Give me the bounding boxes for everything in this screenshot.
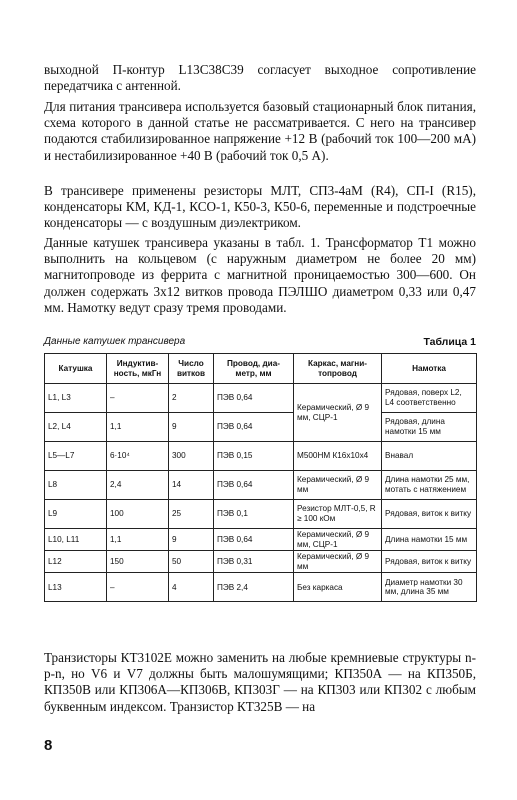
cell-winding: Длина намотки 25 мм, мотать с натяжением bbox=[382, 471, 477, 500]
table-row bbox=[45, 442, 477, 471]
cell-coil: L9 bbox=[45, 500, 107, 529]
page-number: 8 bbox=[44, 737, 53, 754]
cell-winding: Рядовая, поверх L2, L4 соответственно bbox=[382, 384, 477, 413]
coil-data-table bbox=[44, 353, 477, 602]
cell-turns: 25 bbox=[169, 500, 214, 529]
cell-frame: М500НМ К16х10х4 bbox=[294, 442, 382, 471]
paragraph-3: В трансивере применены резисторы МЛТ, СП3-4аМ (R4), СП-I (R15), конденсаторы КМ, КД-1, КСО-1, К50-3, К50-6, переменные и подстроечные конденсаторы — с воздушным диэлектриком. bbox=[44, 183, 476, 231]
cell-wire: ПЭВ 2,4 bbox=[214, 573, 294, 602]
header-turns: Число витков bbox=[169, 354, 214, 384]
cell-inductance: 1,1 bbox=[107, 413, 169, 442]
cell-winding: Рядовая, виток к витку bbox=[382, 551, 477, 573]
cell-turns: 9 bbox=[169, 413, 214, 442]
cell-inductance: 6·10⁴ bbox=[107, 442, 169, 471]
cell-coil: L2, L4 bbox=[45, 413, 107, 442]
paragraph-2: Для питания трансивера используется базовый стационарный блок питания, схема которого в данной статье не рассматривается. С него на трансивер подаются стабилизированное напряжение +12 В (рабочий ток 100—200 мА) и нестабилизированное +40 В (рабочий ток 0,5 А). bbox=[44, 99, 476, 163]
cell-frame-merged: Керамический, Ø 9 мм, СЦР-1 bbox=[294, 384, 382, 442]
paragraph-1: выходной П-контур L13C38C39 согласует выходное сопротивление передатчика с антенной. bbox=[44, 62, 476, 94]
cell-inductance: – bbox=[107, 573, 169, 602]
table-row bbox=[45, 573, 477, 602]
cell-turns: 2 bbox=[169, 384, 214, 413]
cell-coil: L5—L7 bbox=[45, 442, 107, 471]
cell-wire: ПЭВ 0,15 bbox=[214, 442, 294, 471]
cell-turns: 50 bbox=[169, 551, 214, 573]
cell-wire: ПЭВ 0,64 bbox=[214, 384, 294, 413]
cell-inductance: – bbox=[107, 384, 169, 413]
header-coil: Катушка bbox=[45, 354, 107, 384]
cell-frame: Керамический, Ø 9 мм bbox=[294, 471, 382, 500]
cell-winding: Диаметр намотки 30 мм, длина 35 мм bbox=[382, 573, 477, 602]
header-wire: Провод, диа-метр, мм bbox=[214, 354, 294, 384]
table-title: Данные катушек трансивера bbox=[44, 336, 186, 347]
cell-coil: L8 bbox=[45, 471, 107, 500]
cell-coil: L1, L3 bbox=[45, 384, 107, 413]
cell-winding: Длина намотки 15 мм bbox=[382, 529, 477, 551]
header-frame: Каркас, магни-топровод bbox=[294, 354, 382, 384]
cell-winding: Рядовая, длина намотки 15 мм bbox=[382, 413, 477, 442]
cell-wire: ПЭВ 0,64 bbox=[214, 529, 294, 551]
cell-turns: 4 bbox=[169, 573, 214, 602]
table-row bbox=[45, 529, 477, 551]
cell-frame: Резистор МЛТ-0,5, R ≥ 100 кОм bbox=[294, 500, 382, 529]
table-header-row bbox=[45, 354, 477, 384]
cell-inductance: 150 bbox=[107, 551, 169, 573]
table-row bbox=[45, 384, 477, 413]
cell-inductance: 1,1 bbox=[107, 529, 169, 551]
cell-turns: 300 bbox=[169, 442, 214, 471]
cell-wire: ПЭВ 0,31 bbox=[214, 551, 294, 573]
cell-frame: Керамический, Ø 9 мм, СЦР-1 bbox=[294, 529, 382, 551]
cell-frame: Керамический, Ø 9 мм bbox=[294, 551, 382, 573]
table-label: Таблица 1 bbox=[423, 336, 476, 348]
cell-coil: L13 bbox=[45, 573, 107, 602]
cell-coil: L12 bbox=[45, 551, 107, 573]
table-row bbox=[45, 413, 477, 442]
cell-wire: ПЭВ 0,64 bbox=[214, 413, 294, 442]
cell-winding: Внавал bbox=[382, 442, 477, 471]
paragraph-5: Транзисторы КТ3102Е можно заменить на любые кремниевые структуры n-p-n, но V6 и V7 должны быть малошумящими; КП350А — на КП350Б, КП350В или КП306А—КП306В, КП303Г — на КП303 или КП302 с любым буквенным индексом. Транзистор КТ325В — на bbox=[44, 650, 476, 714]
table-row bbox=[45, 471, 477, 500]
paragraph-4: Данные катушек трансивера указаны в табл. 1. Трансформатор Т1 можно выполнить на кольцевом (с наружным диаметром не более 20 мм) магнитопроводе из феррита с магнитной проницаемостью 300—600. Он должен содержать 3x12 витков провода ПЭЛШО диаметром 0,33 или 0,47 мм. Намотку ведут сразу тремя проводами. bbox=[44, 235, 476, 315]
cell-coil: L10, L11 bbox=[45, 529, 107, 551]
cell-wire: ПЭВ 0,64 bbox=[214, 471, 294, 500]
cell-winding: Рядовая, виток к витку bbox=[382, 500, 477, 529]
cell-frame: Без каркаса bbox=[294, 573, 382, 602]
cell-inductance: 2,4 bbox=[107, 471, 169, 500]
table-row bbox=[45, 551, 477, 573]
cell-turns: 14 bbox=[169, 471, 214, 500]
header-winding: Намотка bbox=[382, 354, 477, 384]
cell-turns: 9 bbox=[169, 529, 214, 551]
header-inductance: Индуктив-ность, мкГн bbox=[107, 354, 169, 384]
cell-inductance: 100 bbox=[107, 500, 169, 529]
cell-wire: ПЭВ 0,1 bbox=[214, 500, 294, 529]
table-row bbox=[45, 500, 477, 529]
